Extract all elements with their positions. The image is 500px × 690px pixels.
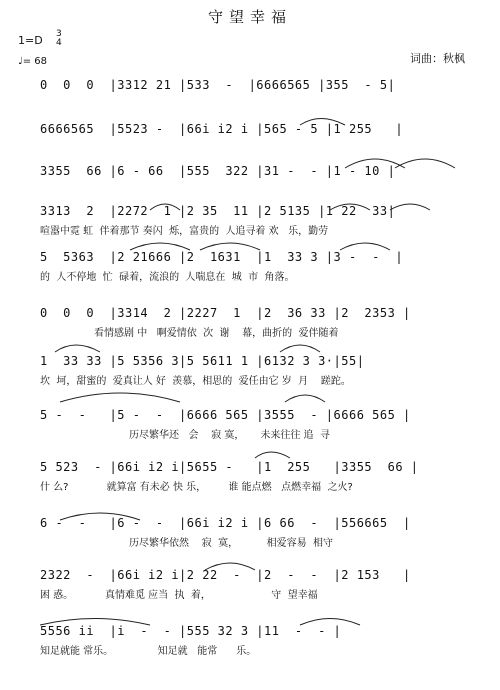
notation-line: 6 - - |6 - - |66i i2 i |6 66 - |556665 | [40, 516, 411, 530]
slur [280, 345, 320, 352]
score-row [0, 250, 500, 283]
score-row [0, 624, 500, 657]
lyric-line: 喧嚣中霓 虹 伴着那节 奏闪 烁，富贵的 人追寻着 欢 乐，勤劳 [40, 226, 329, 237]
key-signature: 1=D [18, 34, 43, 47]
score-row [0, 122, 500, 140]
score-row [0, 516, 500, 549]
time-signature-bottom: 4 [56, 38, 62, 48]
notation-line: 1 33 33 |5 5356 3|5 5611 1 |6132 3 3·|55| [40, 354, 365, 368]
slur [55, 345, 100, 352]
slur [285, 395, 325, 402]
score-row [0, 568, 500, 601]
score-row [0, 354, 500, 387]
lyric-line: 历尽繁华还 会 寂 寞， 未来往往 追 寻 [40, 430, 330, 441]
notation-line: 5 523 - |66i i2 i|5655 - |1 255 |3355 66 | [40, 460, 419, 474]
lyric-line: 知足就能 常乐。 知足就 能常 乐。 [40, 646, 257, 657]
slur [255, 452, 290, 458]
time-signature [56, 30, 62, 48]
notation-line: 0 0 0 |3312 21 |533 - |6666565 |355 - 5| [40, 78, 396, 92]
tempo-marking: ♩= 68 [18, 56, 47, 67]
slur [60, 393, 180, 402]
notation-line: 2322 - |66i i2 i|2 22 - |2 - - |2 153 | [40, 568, 411, 582]
slur [130, 243, 190, 250]
score-row [0, 164, 500, 182]
notation-line: 6666565 |5523 - |66i i2 i |565 - 5 |1 255 | [40, 122, 404, 136]
lyric-line: 的 人不停地 忙 碌着，流浪的 人喘息在 城 市 角落。 [40, 272, 295, 283]
slur [200, 243, 260, 250]
notation-line: 5 - - |5 - - |6666 565 |3555 - |6666 565 | [40, 408, 411, 422]
time-signature-top: 3 [56, 29, 62, 39]
score-row [0, 78, 500, 96]
notation-line: 5556 ii |i - - |555 32 3 |11 - - | [40, 624, 342, 638]
notation-line: 5 5363 |2 21666 |2 1631 |1 33 3 |3 - - | [40, 250, 404, 264]
score-row [0, 460, 500, 493]
lyric-line: 历尽繁华依然 寂 寞， 相爱容易 相守 [40, 538, 334, 549]
song-title: 守望幸福 [207, 8, 292, 26]
slur [340, 243, 390, 250]
notation-line: 3355 66 |6 - 66 |555 322 |31 - - |1 - 10 | [40, 164, 396, 178]
lyric-line: 什 么? 就算富 有未必 快 乐， 谁 能点燃 点燃幸福 之火? [40, 482, 353, 493]
score-row [0, 204, 500, 237]
lyrics-composer-credit: 词曲：秋枫 [410, 52, 465, 65]
notation-line: 3313 2 |2272 1 |2 35 11 |2 5135 |1 22 33| [40, 204, 396, 218]
score-row [0, 306, 500, 339]
lyric-line: 看情感剧 中 啊爱情依 次 谢 幕，曲折的 爱伴随着 [40, 328, 339, 339]
score-row [0, 408, 500, 441]
lyric-line: 坎 坷，甜蜜的 爱真让人 好 羡慕，相思的 爱任由它 岁 月 蹉跎。 [40, 376, 351, 387]
lyric-line: 困 惑。 真情难觅 应当 执 着， 守 望幸福 [40, 590, 318, 601]
notation-line: 0 0 0 |3314 2 |2227 1 |2 36 33 |2 2353 | [40, 306, 411, 320]
